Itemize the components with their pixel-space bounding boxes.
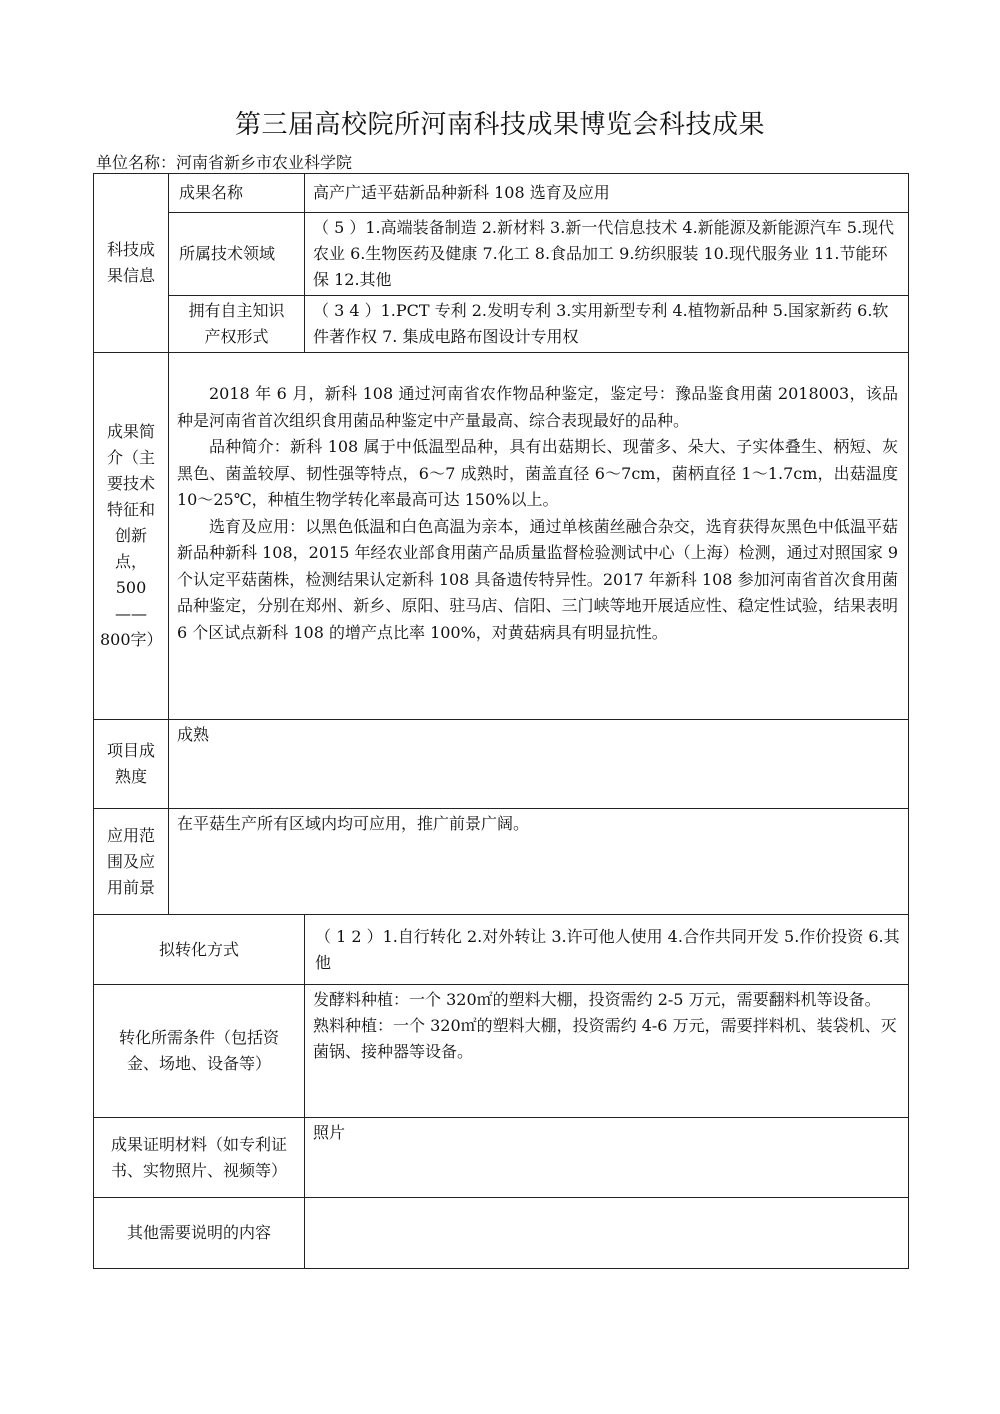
page-title: 第三届高校院所河南科技成果博览会科技成果 — [234, 110, 765, 140]
proof-label: 成果证明材料（如专利证书、实物照片、视频等） — [94, 1118, 305, 1198]
conditions-value — [305, 985, 909, 1118]
maturity-value: 成熟 — [169, 720, 909, 809]
intro-label: 成果简介（主要技术特征和创新点，500——800字） — [94, 353, 169, 720]
name-label: 成果名称 — [169, 174, 305, 213]
name-value: 高产广适平菇新品种新科 108 选育及应用 — [305, 174, 909, 213]
intro-paragraph-3: 选育及应用：以黑色低温和白色高温为亲本，通过单核菌丝融合杂交，选育获得灰黑色中低温平菇新品种新科 108，2015 年经农业部食用菌产品质量监督检验测试中心（上海）检测，通过对照国家 9 个认定平菇菌株，检测结果认定新科 108 具备遗传特异性。2017 年新科 108 参加河南省首次食用菌品种鉴定，分别在郑州、新乡、原阳、驻马店、信阳、三门峡等地开展适应性、稳定性试验，结果表明 6 个区试点新科 108 的增产点比率 100%，对黄菇病具有明显抗性。 — [177, 516, 898, 642]
info-section-label: 科技成果信息 — [94, 174, 169, 353]
ip-label: 拥有自主知识产权形式 — [169, 296, 305, 353]
proof-value: 照片 — [305, 1118, 909, 1198]
application-value: 在平菇生产所有区域内均可应用，推广前景广阔。 — [169, 809, 909, 915]
transfer-label: 拟转化方式 — [94, 915, 305, 985]
field-label: 所属技术领域 — [169, 213, 305, 296]
unit-label: 单位名称： — [96, 153, 177, 172]
other-value — [305, 1198, 909, 1269]
unit-name — [96, 150, 352, 173]
ip-value: （ 3 4 ）1.PCT 专利 2.发明专利 3.实用新型专利 4.植物新品种 5.国家新药 6.软件著作权 7. 集成电路布图设计专用权 — [305, 296, 909, 353]
conditions-line-2: 熟料种植：一个 320㎡的塑料大棚，投资需约 4-6 万元，需要拌料机、装袋机、灭菌锅、接种器等设备。 — [313, 1016, 897, 1061]
conditions-label: 转化所需条件（包括资金、场地、设备等） — [94, 985, 305, 1118]
achievement-form-table — [93, 173, 909, 1269]
transfer-value: （ 1 2 ）1.自行转化 2.对外转让 3.许可他人使用 4.合作共同开发 5.作价投资 6.其他 — [305, 915, 909, 985]
field-value: （ 5 ）1.高端装备制造 2.新材料 3.新一代信息技术 4.新能源及新能源汽车 5.现代农业 6.生物医药及健康 7.化工 8.食品加工 9.纺织服装 10.现代服务业 11.节能环保 12.其他 — [305, 213, 909, 296]
other-label: 其他需要说明的内容 — [94, 1198, 305, 1269]
intro-paragraph-2: 品种简介：新科 108 属于中低温型品种，具有出菇期长、现蕾多、朵大、子实体叠生、柄短、灰黑色、菌盖较厚、韧性强等特点，6～7 成熟时，菌盖直径 6～7cm，菌柄直径 1～1.7cm，出菇温度 10～25℃，种植生物学转化率最高可达 150%以上。 — [177, 437, 898, 509]
application-label: 应用范围及应用前景 — [94, 809, 169, 915]
unit-value: 河南省新乡市农业科学院 — [176, 153, 353, 172]
intro-paragraph-1: 2018 年 6 月，新科 108 通过河南省农作物品种鉴定，鉴定号：豫品鉴食用菌 2018003，该品种是河南省首次组织食用菌品种鉴定中产量最高、综合表现最好的品种。 — [177, 384, 898, 430]
intro-content — [169, 353, 909, 720]
conditions-line-1: 发酵料种植：一个 320㎡的塑料大棚，投资需约 2-5 万元，需要翻料机等设备。 — [313, 990, 881, 1009]
maturity-label: 项目成熟度 — [94, 720, 169, 809]
